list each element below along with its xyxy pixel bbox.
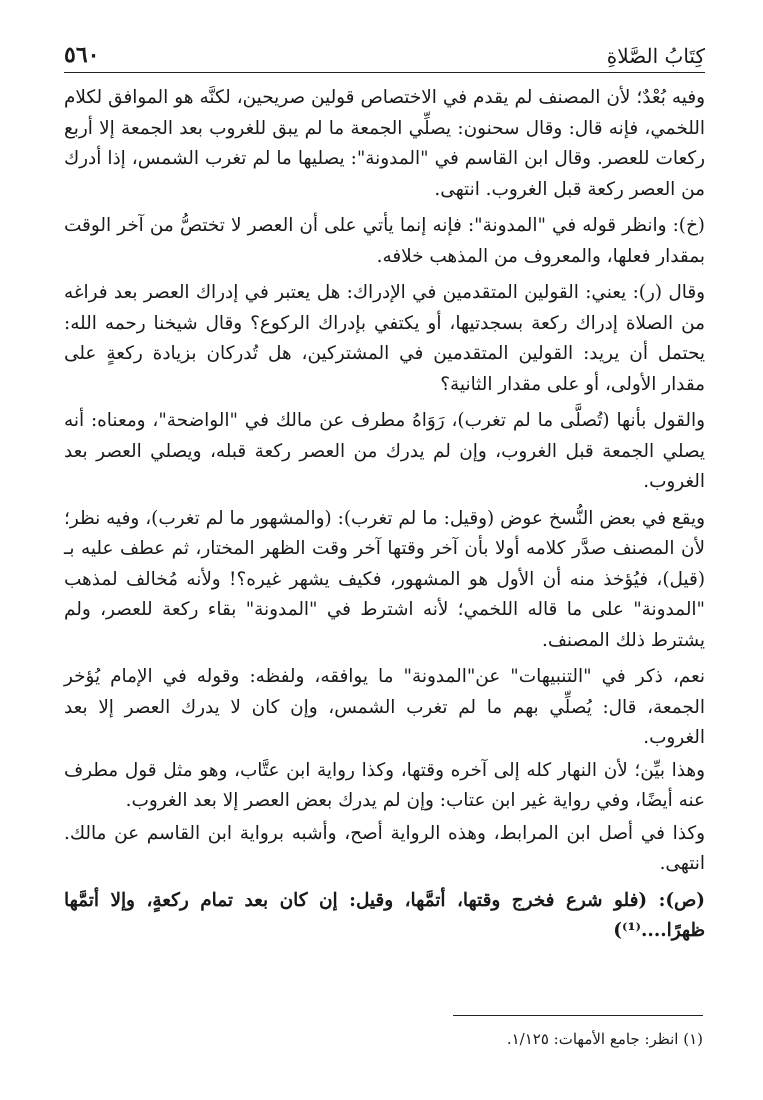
paragraph: وهذا بيِّن؛ لأن النهار كله إلى آخره وقتها، وكذا رواية ابن عتَّاب، وهو مثل قول مطرف عنه أيضًا، وفي رواية غير ابن عتاب: وإن لم يدرك بعض العصر إلا بعد الغروب. bbox=[64, 759, 705, 811]
footnote-divider bbox=[453, 1015, 703, 1016]
paragraph: نعم، ذكر في "التنبيهات" عن"المدونة" ما يوافقه، ولفظه: وقوله في الإمام يُؤخر الجمعة، قال: يُصلِّي بهم ما لم تغرب الشمس، وإن كان لا يدرك العصر إلا بعد الغروب. bbox=[64, 666, 705, 748]
page-number: ٥٦٠ bbox=[64, 42, 100, 68]
paragraph: والقول بأنها (تُصلَّى ما لم تغرب)، رَوَاهُ مطرف عن مالك في "الواضحة"، ومعناه: أنه يصلي الجمعة قبل الغروب، وإن لم يدرك من العصر ركعة قبله، ويصلي العصر بعد الغروب. bbox=[64, 410, 705, 492]
running-title: كِتَابُ الصَّلاةِ bbox=[606, 44, 705, 68]
page-header bbox=[64, 32, 705, 73]
quoted-text-paragraph: (ص): (فلو شرع فخرج وقتها، أتمَّها، وقيل: إن كان بعد تمام ركعةٍ، وإلا أتمَّها ظهرًا....⁽¹⁾) bbox=[64, 889, 705, 941]
paragraph: ويقع في بعض النُّسخ عوض (وقيل: ما لم تغرب): (والمشهور ما لم تغرب)، وفيه نظر؛ لأن المصنف صدَّر كلامه أولا بأن آخر وقتها آخر وقت الظهر المختار، ثم عطف عليه بـ (قيل)، فيُؤخذ منه أن الأول هو المشهور، فكيف يشهر غيره؟! ولأنه مُخالف لمذهب "المدونة" على ما قاله اللخمي؛ لأنه اشترط في "المدونة" بقاء ركعة للعصر، ولم يشترط ذلك المصنف. bbox=[64, 507, 705, 651]
paragraph: (خ): وانظر قوله في "المدونة": فإنه إنما يأتي على أن العصر لا تختصُّ من آخر الوقت بمقدار فعلها، والمعروف من المذهب خلافه. bbox=[64, 215, 705, 267]
paragraph: وفيه بُعْدٌ؛ لأن المصنف لم يقدم في الاختصاص قولين صريحين، لكنَّه هو الموافق لكلام اللخمي، فإنه قال: وقال سحنون: يصلِّي الجمعة ما لم يبق للغروب بعد الجمعة إلا أربع ركعات للعصر. وقال ابن القاسم في "المدونة": يصليها ما لم تغرب الشمس، إذا أدرك من العصر ركعة قبل الغروب. انتهى. bbox=[64, 87, 705, 200]
footnote: (١) انظر: جامع الأمهات: ١/١٢٥. bbox=[506, 1030, 703, 1048]
paragraph: وقال (ر): يعني: القولين المتقدمين في الإدراك: هل يعتبر في إدراك العصر بعد فراغه من الصلاة إدراك ركعة بسجدتيها، أو يكتفي بإدراك الركوع؟ وقال شيخنا رحمه الله: يحتمل أن يريد: القولين المتقدمين في المشتركين، هل تُدركان بزيادة ركعةٍ على مقدار الأولى، أو على مقدار الثانية؟ bbox=[64, 282, 705, 395]
paragraph: وكذا في أصل ابن المرابط، وهذه الرواية أصح، وأشبه برواية ابن القاسم عن مالك. انتهى. bbox=[64, 822, 705, 874]
page-body bbox=[64, 83, 705, 953]
